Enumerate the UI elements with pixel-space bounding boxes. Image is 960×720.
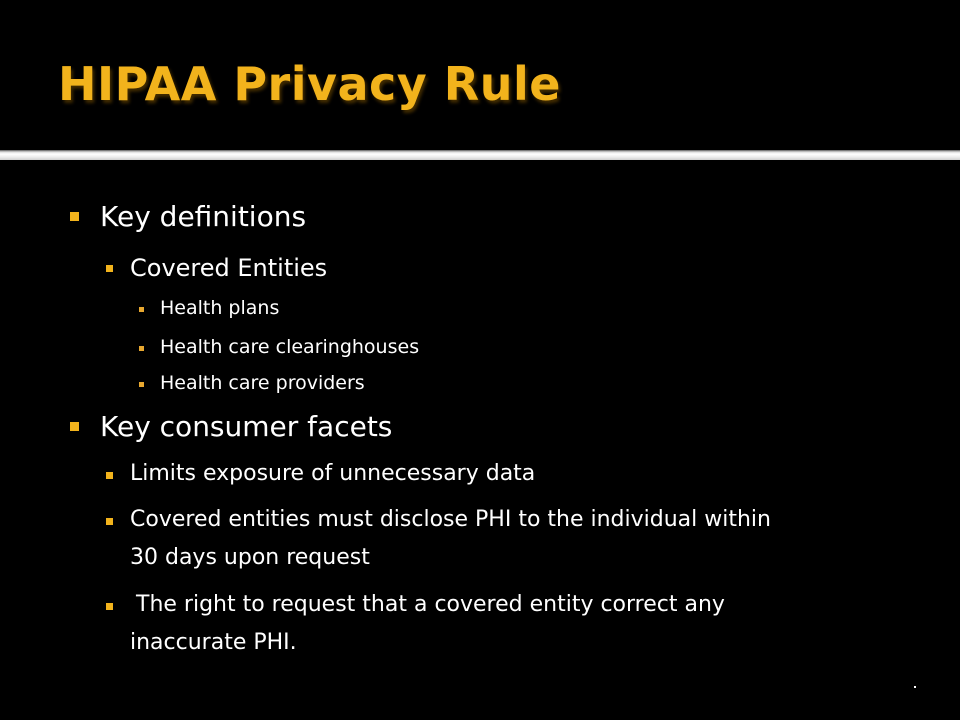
title-bar <box>0 0 960 150</box>
square-bullet-icon <box>70 422 79 431</box>
bullet-text: Key consumer facets <box>100 410 393 443</box>
small-bullet-icon <box>139 346 144 351</box>
bullet-text-line1: Covered entities must disclose PHI to the individual within <box>130 507 771 532</box>
square-bullet-icon <box>70 212 79 221</box>
bullet-text: Health plans <box>160 297 280 319</box>
bullet-text: Covered Entities <box>130 254 328 282</box>
slide-title: HIPAA Privacy Rule <box>58 57 561 111</box>
bullet-text: Health care providers <box>160 372 365 394</box>
bullet-text-line2: 30 days upon request <box>130 545 370 570</box>
small-bullet-icon <box>139 307 144 312</box>
bullet-text: Key definitions <box>100 200 307 233</box>
footer-dot <box>914 686 916 688</box>
bullet-text-line1: The right to request that a covered entity correct any <box>136 592 725 617</box>
small-bullet-icon <box>139 382 144 387</box>
bullet-text-line2: inaccurate PHI. <box>130 630 297 655</box>
square-bullet-icon <box>106 472 113 479</box>
bullet-text: Limits exposure of unnecessary data <box>130 461 536 486</box>
title-divider <box>0 150 960 160</box>
square-bullet-icon <box>106 265 113 272</box>
square-bullet-icon <box>106 603 113 610</box>
square-bullet-icon <box>106 518 113 525</box>
bullet-text: Health care clearinghouses <box>160 336 420 358</box>
